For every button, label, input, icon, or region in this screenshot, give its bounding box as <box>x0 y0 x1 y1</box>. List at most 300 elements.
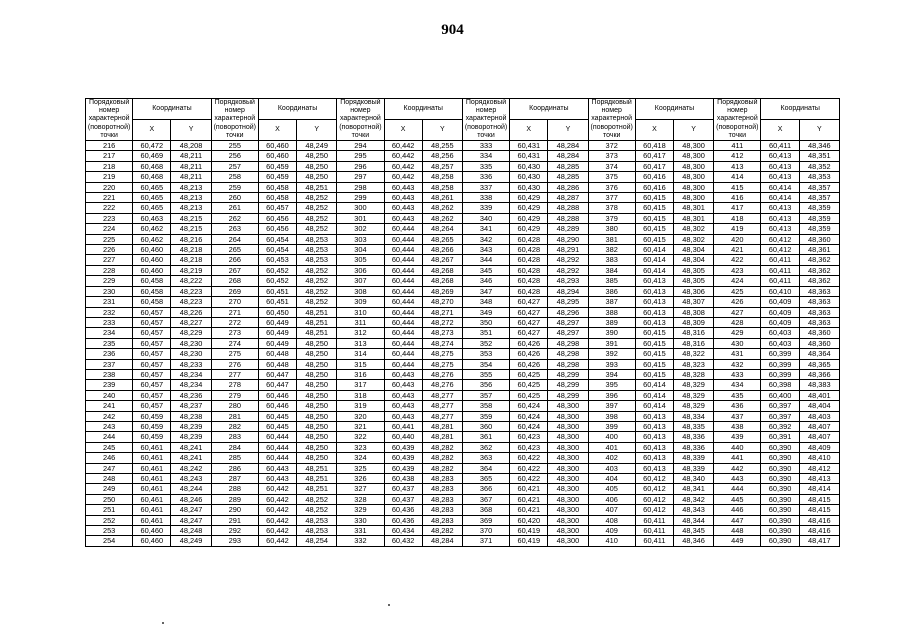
point-number-cell: 377 <box>588 193 635 203</box>
x-coordinate-cell: 60,456 <box>258 213 296 223</box>
y-coordinate-cell: 48,301 <box>674 203 714 213</box>
x-coordinate-cell: 60,450 <box>258 307 296 317</box>
x-coordinate-cell: 60,442 <box>258 484 296 494</box>
y-coordinate-cell: 48,283 <box>422 484 462 494</box>
x-coordinate-cell: 60,429 <box>510 203 548 213</box>
x-coordinate-cell: 60,442 <box>258 526 296 536</box>
y-coordinate-cell: 48,363 <box>799 317 839 327</box>
y-coordinate-cell: 48,213 <box>171 193 211 203</box>
point-number-cell: 290 <box>211 505 258 515</box>
x-coordinate-cell: 60,415 <box>635 338 673 348</box>
y-coordinate-cell: 48,286 <box>548 182 588 192</box>
point-number-cell: 250 <box>86 494 133 504</box>
point-number-cell: 302 <box>337 224 384 234</box>
point-number-cell: 296 <box>337 161 384 171</box>
y-coordinate-cell: 48,276 <box>422 380 462 390</box>
x-coordinate-cell: 60,448 <box>258 359 296 369</box>
point-number-cell: 241 <box>86 401 133 411</box>
y-coordinate-cell: 48,250 <box>297 369 337 379</box>
table-row <box>86 286 840 296</box>
point-number-cell: 247 <box>86 463 133 473</box>
y-coordinate-cell: 48,281 <box>422 421 462 431</box>
point-number-cell: 392 <box>588 349 635 359</box>
x-coordinate-cell: 60,449 <box>258 317 296 327</box>
x-coordinate-cell: 60,428 <box>510 276 548 286</box>
point-number-cell: 389 <box>588 317 635 327</box>
x-coordinate-cell: 60,458 <box>258 193 296 203</box>
x-coordinate-cell: 60,421 <box>510 484 548 494</box>
point-number-cell: 309 <box>337 297 384 307</box>
y-coordinate-cell: 48,223 <box>171 286 211 296</box>
point-number-cell: 435 <box>714 390 761 400</box>
y-coordinate-cell: 48,290 <box>548 234 588 244</box>
x-coordinate-cell: 60,437 <box>384 484 422 494</box>
y-coordinate-cell: 48,222 <box>171 276 211 286</box>
point-number-cell: 238 <box>86 369 133 379</box>
x-coordinate-cell: 60,468 <box>133 172 171 182</box>
y-coordinate-cell: 48,236 <box>171 390 211 400</box>
y-coordinate-cell: 48,238 <box>171 411 211 421</box>
x-coordinate-cell: 60,415 <box>635 369 673 379</box>
y-coordinate-cell: 48,302 <box>674 234 714 244</box>
x-coordinate-cell: 60,399 <box>761 369 799 379</box>
x-coordinate-cell: 60,452 <box>258 276 296 286</box>
x-coordinate-cell: 60,443 <box>384 380 422 390</box>
point-number-cell: 356 <box>462 380 509 390</box>
x-coordinate-cell: 60,416 <box>635 182 673 192</box>
x-coordinate-cell: 60,460 <box>133 526 171 536</box>
y-coordinate-cell: 48,282 <box>422 526 462 536</box>
x-coordinate-cell: 60,442 <box>384 172 422 182</box>
y-coordinate-cell: 48,359 <box>799 213 839 223</box>
y-coordinate-cell: 48,309 <box>674 317 714 327</box>
point-number-cell: 332 <box>337 536 384 546</box>
point-number-cell: 419 <box>714 224 761 234</box>
x-coordinate-cell: 60,413 <box>635 463 673 473</box>
point-number-cell: 408 <box>588 515 635 525</box>
point-number-cell: 219 <box>86 172 133 182</box>
y-coordinate-cell: 48,283 <box>422 505 462 515</box>
x-coordinate-cell: 60,415 <box>635 349 673 359</box>
point-number-cell: 387 <box>588 297 635 307</box>
point-number-cell: 357 <box>462 390 509 400</box>
header-x: X <box>761 120 799 141</box>
y-coordinate-cell: 48,335 <box>674 421 714 431</box>
x-coordinate-cell: 60,419 <box>510 526 548 536</box>
point-number-cell: 329 <box>337 505 384 515</box>
x-coordinate-cell: 60,413 <box>635 442 673 452</box>
y-coordinate-cell: 48,250 <box>297 151 337 161</box>
scan-speck <box>388 604 390 606</box>
x-coordinate-cell: 60,410 <box>761 286 799 296</box>
y-coordinate-cell: 48,297 <box>548 328 588 338</box>
point-number-cell: 232 <box>86 307 133 317</box>
y-coordinate-cell: 48,414 <box>799 484 839 494</box>
x-coordinate-cell: 60,392 <box>761 421 799 431</box>
y-coordinate-cell: 48,334 <box>674 411 714 421</box>
point-number-cell: 344 <box>462 255 509 265</box>
header-y: Y <box>674 120 714 141</box>
x-coordinate-cell: 60,444 <box>384 286 422 296</box>
x-coordinate-cell: 60,390 <box>761 442 799 452</box>
y-coordinate-cell: 48,282 <box>422 442 462 452</box>
y-coordinate-cell: 48,268 <box>422 265 462 275</box>
y-coordinate-cell: 48,300 <box>548 463 588 473</box>
x-coordinate-cell: 60,412 <box>635 505 673 515</box>
y-coordinate-cell: 48,289 <box>548 224 588 234</box>
y-coordinate-cell: 48,287 <box>548 193 588 203</box>
point-number-cell: 298 <box>337 182 384 192</box>
point-number-cell: 388 <box>588 307 635 317</box>
point-number-cell: 216 <box>86 141 133 151</box>
y-coordinate-cell: 48,300 <box>548 401 588 411</box>
x-coordinate-cell: 60,391 <box>761 432 799 442</box>
x-coordinate-cell: 60,413 <box>635 317 673 327</box>
point-number-cell: 274 <box>211 338 258 348</box>
x-coordinate-cell: 60,442 <box>258 536 296 546</box>
x-coordinate-cell: 60,423 <box>510 442 548 452</box>
x-coordinate-cell: 60,420 <box>510 515 548 525</box>
y-coordinate-cell: 48,357 <box>799 182 839 192</box>
point-number-cell: 224 <box>86 224 133 234</box>
x-coordinate-cell: 60,460 <box>133 265 171 275</box>
x-coordinate-cell: 60,448 <box>258 349 296 359</box>
point-number-cell: 234 <box>86 328 133 338</box>
point-number-cell: 346 <box>462 276 509 286</box>
y-coordinate-cell: 48,298 <box>548 338 588 348</box>
point-number-cell: 439 <box>714 432 761 442</box>
y-coordinate-cell: 48,258 <box>422 172 462 182</box>
table-row <box>86 276 840 286</box>
point-number-cell: 405 <box>588 484 635 494</box>
x-coordinate-cell: 60,446 <box>258 401 296 411</box>
point-number-cell: 429 <box>714 328 761 338</box>
x-coordinate-cell: 60,415 <box>635 213 673 223</box>
y-coordinate-cell: 48,360 <box>799 328 839 338</box>
x-coordinate-cell: 60,457 <box>133 359 171 369</box>
y-coordinate-cell: 48,296 <box>548 307 588 317</box>
y-coordinate-cell: 48,307 <box>674 297 714 307</box>
x-coordinate-cell: 60,436 <box>384 515 422 525</box>
y-coordinate-cell: 48,253 <box>297 245 337 255</box>
point-number-cell: 229 <box>86 276 133 286</box>
x-coordinate-cell: 60,427 <box>510 328 548 338</box>
table-row <box>86 380 840 390</box>
coordinates-table <box>85 98 840 547</box>
point-number-cell: 333 <box>462 141 509 151</box>
x-coordinate-cell: 60,472 <box>133 141 171 151</box>
x-coordinate-cell: 60,398 <box>761 380 799 390</box>
y-coordinate-cell: 48,237 <box>171 401 211 411</box>
point-number-cell: 235 <box>86 338 133 348</box>
x-coordinate-cell: 60,458 <box>133 276 171 286</box>
y-coordinate-cell: 48,250 <box>297 380 337 390</box>
point-number-cell: 341 <box>462 224 509 234</box>
header-x: X <box>635 120 673 141</box>
y-coordinate-cell: 48,250 <box>297 442 337 452</box>
x-coordinate-cell: 60,444 <box>384 317 422 327</box>
point-number-cell: 367 <box>462 494 509 504</box>
y-coordinate-cell: 48,241 <box>171 453 211 463</box>
y-coordinate-cell: 48,283 <box>422 515 462 525</box>
x-coordinate-cell: 60,443 <box>384 203 422 213</box>
y-coordinate-cell: 48,252 <box>297 286 337 296</box>
table-row <box>86 338 840 348</box>
x-coordinate-cell: 60,434 <box>384 526 422 536</box>
x-coordinate-cell: 60,444 <box>384 276 422 286</box>
y-coordinate-cell: 48,277 <box>422 411 462 421</box>
point-number-cell: 402 <box>588 453 635 463</box>
point-number-cell: 275 <box>211 349 258 359</box>
table-row <box>86 463 840 473</box>
y-coordinate-cell: 48,415 <box>799 505 839 515</box>
y-coordinate-cell: 48,300 <box>548 526 588 536</box>
x-coordinate-cell: 60,439 <box>384 453 422 463</box>
y-coordinate-cell: 48,277 <box>422 390 462 400</box>
x-coordinate-cell: 60,414 <box>635 255 673 265</box>
x-coordinate-cell: 60,444 <box>384 224 422 234</box>
point-number-cell: 446 <box>714 505 761 515</box>
y-coordinate-cell: 48,297 <box>548 317 588 327</box>
point-number-cell: 427 <box>714 307 761 317</box>
x-coordinate-cell: 60,413 <box>761 224 799 234</box>
point-number-cell: 431 <box>714 349 761 359</box>
x-coordinate-cell: 60,449 <box>258 338 296 348</box>
table-row <box>86 234 840 244</box>
y-coordinate-cell: 48,341 <box>674 484 714 494</box>
point-number-cell: 318 <box>337 390 384 400</box>
point-number-cell: 391 <box>588 338 635 348</box>
x-coordinate-cell: 60,460 <box>133 245 171 255</box>
x-coordinate-cell: 60,415 <box>635 224 673 234</box>
table-row <box>86 421 840 431</box>
x-coordinate-cell: 60,432 <box>384 536 422 546</box>
x-coordinate-cell: 60,439 <box>384 442 422 452</box>
y-coordinate-cell: 48,265 <box>422 234 462 244</box>
x-coordinate-cell: 60,412 <box>761 245 799 255</box>
point-number-cell: 255 <box>211 141 258 151</box>
point-number-cell: 286 <box>211 463 258 473</box>
y-coordinate-cell: 48,359 <box>799 203 839 213</box>
y-coordinate-cell: 48,233 <box>171 359 211 369</box>
y-coordinate-cell: 48,340 <box>674 474 714 484</box>
header-coordinates: Координаты <box>635 99 713 120</box>
x-coordinate-cell: 60,442 <box>384 161 422 171</box>
x-coordinate-cell: 60,437 <box>384 494 422 504</box>
x-coordinate-cell: 60,444 <box>384 255 422 265</box>
y-coordinate-cell: 48,299 <box>548 380 588 390</box>
x-coordinate-cell: 60,459 <box>133 421 171 431</box>
y-coordinate-cell: 48,253 <box>297 526 337 536</box>
table-row <box>86 411 840 421</box>
x-coordinate-cell: 60,417 <box>635 161 673 171</box>
x-coordinate-cell: 60,444 <box>258 432 296 442</box>
header-y: Y <box>799 120 839 141</box>
y-coordinate-cell: 48,239 <box>171 421 211 431</box>
point-number-cell: 423 <box>714 265 761 275</box>
y-coordinate-cell: 48,362 <box>799 255 839 265</box>
x-coordinate-cell: 60,462 <box>133 224 171 234</box>
point-number-cell: 282 <box>211 421 258 431</box>
x-coordinate-cell: 60,429 <box>510 213 548 223</box>
x-coordinate-cell: 60,469 <box>133 151 171 161</box>
y-coordinate-cell: 48,250 <box>297 390 337 400</box>
x-coordinate-cell: 60,425 <box>510 390 548 400</box>
y-coordinate-cell: 48,258 <box>422 182 462 192</box>
y-coordinate-cell: 48,251 <box>297 463 337 473</box>
table-row <box>86 494 840 504</box>
point-number-cell: 246 <box>86 453 133 463</box>
y-coordinate-cell: 48,359 <box>799 224 839 234</box>
point-number-cell: 365 <box>462 474 509 484</box>
y-coordinate-cell: 48,284 <box>548 141 588 151</box>
point-number-cell: 220 <box>86 182 133 192</box>
point-number-cell: 233 <box>86 317 133 327</box>
point-number-cell: 369 <box>462 515 509 525</box>
x-coordinate-cell: 60,424 <box>510 411 548 421</box>
y-coordinate-cell: 48,252 <box>297 203 337 213</box>
y-coordinate-cell: 48,271 <box>422 307 462 317</box>
point-number-cell: 406 <box>588 494 635 504</box>
point-number-cell: 320 <box>337 411 384 421</box>
point-number-cell: 410 <box>588 536 635 546</box>
point-number-cell: 227 <box>86 255 133 265</box>
point-number-cell: 278 <box>211 380 258 390</box>
y-coordinate-cell: 48,257 <box>422 161 462 171</box>
point-number-cell: 283 <box>211 432 258 442</box>
point-number-cell: 397 <box>588 401 635 411</box>
x-coordinate-cell: 60,397 <box>761 411 799 421</box>
y-coordinate-cell: 48,249 <box>171 536 211 546</box>
y-coordinate-cell: 48,360 <box>799 338 839 348</box>
y-coordinate-cell: 48,302 <box>674 224 714 234</box>
y-coordinate-cell: 48,251 <box>297 328 337 338</box>
table-row <box>86 317 840 327</box>
scan-speck <box>162 622 164 624</box>
y-coordinate-cell: 48,254 <box>297 536 337 546</box>
point-number-cell: 314 <box>337 349 384 359</box>
point-number-cell: 383 <box>588 255 635 265</box>
table-row <box>86 328 840 338</box>
y-coordinate-cell: 48,298 <box>548 359 588 369</box>
y-coordinate-cell: 48,316 <box>674 338 714 348</box>
point-number-cell: 359 <box>462 411 509 421</box>
point-number-cell: 331 <box>337 526 384 536</box>
y-coordinate-cell: 48,253 <box>297 255 337 265</box>
y-coordinate-cell: 48,230 <box>171 349 211 359</box>
x-coordinate-cell: 60,428 <box>510 286 548 296</box>
x-coordinate-cell: 60,445 <box>258 421 296 431</box>
x-coordinate-cell: 60,457 <box>258 203 296 213</box>
header-x: X <box>510 120 548 141</box>
point-number-cell: 364 <box>462 463 509 473</box>
point-number-cell: 321 <box>337 421 384 431</box>
y-coordinate-cell: 48,291 <box>548 245 588 255</box>
point-number-cell: 366 <box>462 484 509 494</box>
x-coordinate-cell: 60,409 <box>761 307 799 317</box>
point-number-cell: 444 <box>714 484 761 494</box>
table-row <box>86 161 840 171</box>
x-coordinate-cell: 60,468 <box>133 161 171 171</box>
y-coordinate-cell: 48,329 <box>674 380 714 390</box>
point-number-cell: 291 <box>211 515 258 525</box>
x-coordinate-cell: 60,457 <box>133 349 171 359</box>
y-coordinate-cell: 48,346 <box>799 141 839 151</box>
y-coordinate-cell: 48,288 <box>548 203 588 213</box>
y-coordinate-cell: 48,252 <box>297 265 337 275</box>
y-coordinate-cell: 48,383 <box>799 380 839 390</box>
y-coordinate-cell: 48,306 <box>674 286 714 296</box>
header-x: X <box>258 120 296 141</box>
x-coordinate-cell: 60,403 <box>761 338 799 348</box>
y-coordinate-cell: 48,256 <box>422 151 462 161</box>
point-number-cell: 284 <box>211 442 258 452</box>
point-number-cell: 442 <box>714 463 761 473</box>
y-coordinate-cell: 48,266 <box>422 245 462 255</box>
point-number-cell: 280 <box>211 401 258 411</box>
point-number-cell: 441 <box>714 453 761 463</box>
y-coordinate-cell: 48,223 <box>171 297 211 307</box>
y-coordinate-cell: 48,407 <box>799 421 839 431</box>
y-coordinate-cell: 48,252 <box>297 494 337 504</box>
y-coordinate-cell: 48,249 <box>297 141 337 151</box>
point-number-cell: 300 <box>337 203 384 213</box>
table-row <box>86 432 840 442</box>
point-number-cell: 399 <box>588 421 635 431</box>
y-coordinate-cell: 48,239 <box>171 432 211 442</box>
point-number-cell: 304 <box>337 245 384 255</box>
x-coordinate-cell: 60,459 <box>258 161 296 171</box>
point-number-cell: 254 <box>86 536 133 546</box>
point-number-cell: 299 <box>337 193 384 203</box>
point-number-cell: 330 <box>337 515 384 525</box>
y-coordinate-cell: 48,407 <box>799 432 839 442</box>
y-coordinate-cell: 48,366 <box>799 369 839 379</box>
x-coordinate-cell: 60,456 <box>258 224 296 234</box>
table-row <box>86 203 840 213</box>
point-number-cell: 380 <box>588 224 635 234</box>
x-coordinate-cell: 60,445 <box>258 411 296 421</box>
point-number-cell: 294 <box>337 141 384 151</box>
x-coordinate-cell: 60,415 <box>635 234 673 244</box>
y-coordinate-cell: 48,269 <box>422 286 462 296</box>
x-coordinate-cell: 60,399 <box>761 349 799 359</box>
table-row <box>86 536 840 546</box>
table-row <box>86 442 840 452</box>
x-coordinate-cell: 60,426 <box>510 338 548 348</box>
point-number-cell: 293 <box>211 536 258 546</box>
table-row <box>86 151 840 161</box>
y-coordinate-cell: 48,213 <box>171 203 211 213</box>
x-coordinate-cell: 60,414 <box>761 182 799 192</box>
x-coordinate-cell: 60,465 <box>133 203 171 213</box>
point-number-cell: 384 <box>588 265 635 275</box>
y-coordinate-cell: 48,226 <box>171 307 211 317</box>
y-coordinate-cell: 48,298 <box>548 349 588 359</box>
x-coordinate-cell: 60,425 <box>510 380 548 390</box>
x-coordinate-cell: 60,447 <box>258 369 296 379</box>
y-coordinate-cell: 48,252 <box>297 193 337 203</box>
x-coordinate-cell: 60,443 <box>384 213 422 223</box>
y-coordinate-cell: 48,352 <box>799 161 839 171</box>
y-coordinate-cell: 48,401 <box>799 390 839 400</box>
x-coordinate-cell: 60,427 <box>510 307 548 317</box>
point-number-cell: 363 <box>462 453 509 463</box>
y-coordinate-cell: 48,216 <box>171 234 211 244</box>
x-coordinate-cell: 60,460 <box>133 536 171 546</box>
x-coordinate-cell: 60,440 <box>384 432 422 442</box>
point-number-cell: 336 <box>462 172 509 182</box>
